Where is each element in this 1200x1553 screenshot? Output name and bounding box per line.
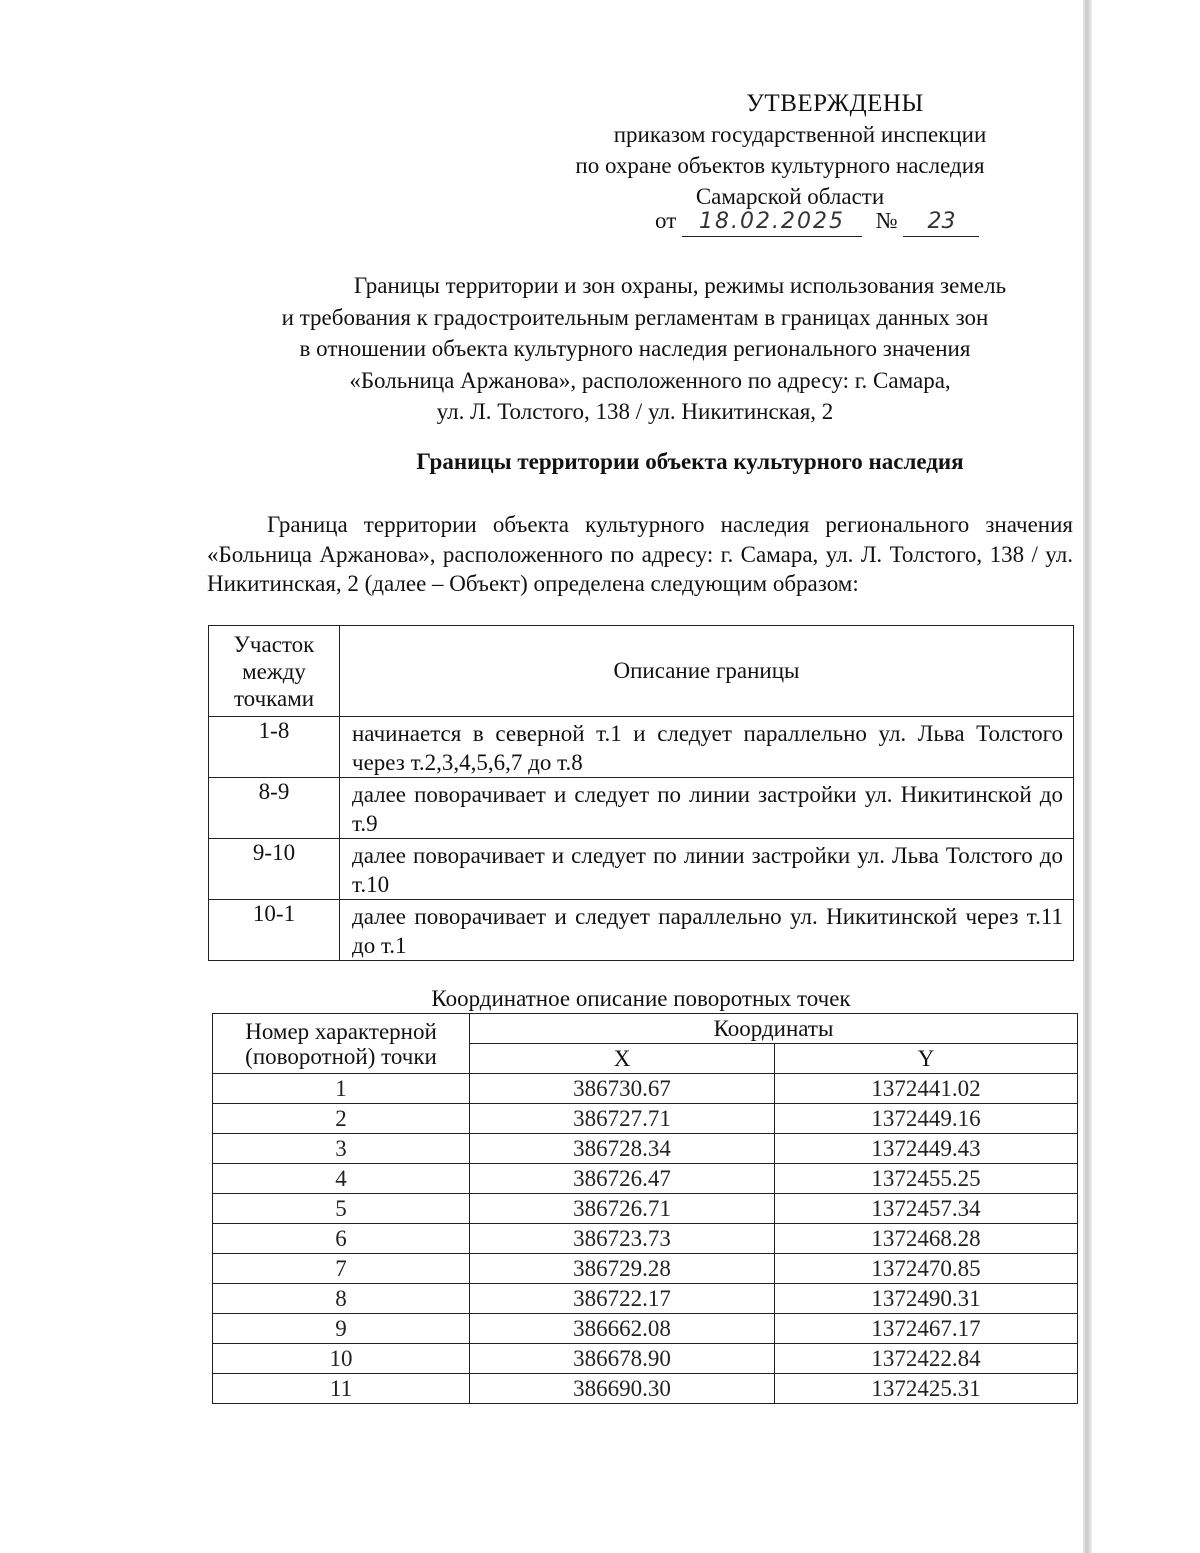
x-value: 386723.73 [470, 1224, 775, 1254]
point-number: 4 [213, 1164, 470, 1194]
y-value: 1372470.85 [775, 1254, 1078, 1284]
title-line-1: Границы территории и зон охраны, режимы использования земель [353, 273, 1007, 298]
y-value: 1372490.31 [775, 1284, 1078, 1314]
table-row [209, 839, 1074, 900]
header-point [213, 1014, 470, 1074]
header-segment [209, 626, 340, 717]
table-row [213, 1254, 1078, 1284]
point-number: 3 [213, 1134, 470, 1164]
boundary-table [208, 625, 1074, 961]
y-value: 1372425.31 [775, 1374, 1078, 1404]
segment-cell: 10-1 [209, 900, 340, 961]
point-number: 2 [213, 1104, 470, 1134]
x-value: 386678.90 [470, 1344, 775, 1374]
table-row [213, 1224, 1078, 1254]
from-label: от [655, 208, 677, 233]
segment-cell: 1-8 [209, 717, 340, 778]
handwritten-date: 18.02.2025 [682, 208, 862, 237]
header-coordinates: Координаты [470, 1014, 1078, 1044]
x-value: 386728.34 [470, 1134, 775, 1164]
y-value: 1372422.84 [775, 1344, 1078, 1374]
coordinates-table [212, 1013, 1078, 1404]
table-row [209, 900, 1074, 961]
table-row [213, 1374, 1078, 1404]
y-value: 1372441.02 [775, 1074, 1078, 1104]
header-point-line-2: (поворотной) точки [245, 1043, 437, 1069]
table-row [213, 1284, 1078, 1314]
x-value: 386727.71 [470, 1104, 775, 1134]
handwritten-number: 23 [903, 208, 979, 237]
x-value: 386690.30 [470, 1374, 775, 1404]
header-point-line-1: Номер характерной [245, 1018, 437, 1044]
order-date-line [655, 208, 979, 237]
table-row [213, 1074, 1078, 1104]
point-number: 5 [213, 1194, 470, 1224]
point-number: 9 [213, 1314, 470, 1344]
intro-text: Граница территории объекта культурного наследия регионального значения «Больница Аржанова», расположенного по адресу: г. Самара, ул. Л. Толстого, 138 / ул. Никитинская, 2 (далее – Объект) определена следующим образом: [207, 512, 1073, 596]
x-value: 386729.28 [470, 1254, 775, 1284]
approval-line-3: Самарской области [695, 184, 885, 209]
description-cell: начинается в северной т.1 и следует параллельно ул. Льва Толстого через т.2,3,4,5,6,7 до т.8 [340, 717, 1074, 778]
approval-block [520, 88, 1040, 212]
description-cell: далее поворачивает и следует параллельно ул. Никитинской через т.11 до т.1 [340, 900, 1074, 961]
y-value: 1372457.34 [775, 1194, 1078, 1224]
approval-line-1: приказом государственной инспекции [613, 122, 987, 147]
x-value: 386662.08 [470, 1314, 775, 1344]
header-segment-line-3: точками [233, 685, 315, 711]
header-segment-line-2: между [242, 658, 306, 684]
header-description: Описание границы [340, 626, 1074, 717]
table-row [213, 1344, 1078, 1374]
y-value: 1372468.28 [775, 1224, 1078, 1254]
segment-cell: 9-10 [209, 839, 340, 900]
y-value: 1372449.43 [775, 1134, 1078, 1164]
header-x: X [470, 1044, 775, 1074]
title-line-4: «Больница Аржанова», расположенного по адресу: г. Самара, [349, 367, 951, 393]
table-row [213, 1164, 1078, 1194]
y-value: 1372449.16 [775, 1104, 1078, 1134]
y-value: 1372455.25 [775, 1164, 1078, 1194]
section-heading: Границы территории объекта культурного наследия [416, 449, 964, 474]
x-value: 386722.17 [470, 1284, 775, 1314]
scan-page-edge [1083, 0, 1092, 1553]
title-line-3: в отношении объекта культурного наследия регионального значения [299, 336, 971, 361]
table-row [209, 717, 1074, 778]
approval-line-2: по охране объектов культурного наследия [575, 153, 985, 178]
table-row [213, 1314, 1078, 1344]
table-row [213, 1134, 1078, 1164]
point-number: 1 [213, 1074, 470, 1104]
point-number: 10 [213, 1344, 470, 1374]
title-line-5: ул. Л. Толстого, 138 / ул. Никитинская, 2 [436, 399, 834, 424]
point-number: 8 [213, 1284, 470, 1314]
segment-cell: 8-9 [209, 778, 340, 839]
description-cell: далее поворачивает и следует по линии застройки ул. Льва Толстого до т.10 [340, 839, 1074, 900]
x-value: 386730.67 [470, 1074, 775, 1104]
table-row [213, 1194, 1078, 1224]
number-label: № [875, 208, 898, 233]
table-row [209, 778, 1074, 839]
point-number: 6 [213, 1224, 470, 1254]
description-cell: далее поворачивает и следует по линии застройки ул. Никитинской до т.9 [340, 778, 1074, 839]
x-value: 386726.71 [470, 1194, 775, 1224]
point-number: 11 [213, 1374, 470, 1404]
title-line-2: и требования к градостроительным регламентам в границах данных зон [281, 304, 989, 330]
table-row [213, 1104, 1078, 1134]
document-title [200, 270, 1070, 428]
header-y: Y [775, 1044, 1078, 1074]
y-value: 1372467.17 [775, 1314, 1078, 1344]
x-value: 386726.47 [470, 1164, 775, 1194]
approval-heading: УТВЕРЖДЕНЫ [746, 90, 924, 117]
header-segment-line-1: Участок [233, 631, 315, 657]
coord-table-title: Координатное описание поворотных точек [431, 986, 851, 1011]
point-number: 7 [213, 1254, 470, 1284]
intro-paragraph [207, 510, 1073, 599]
